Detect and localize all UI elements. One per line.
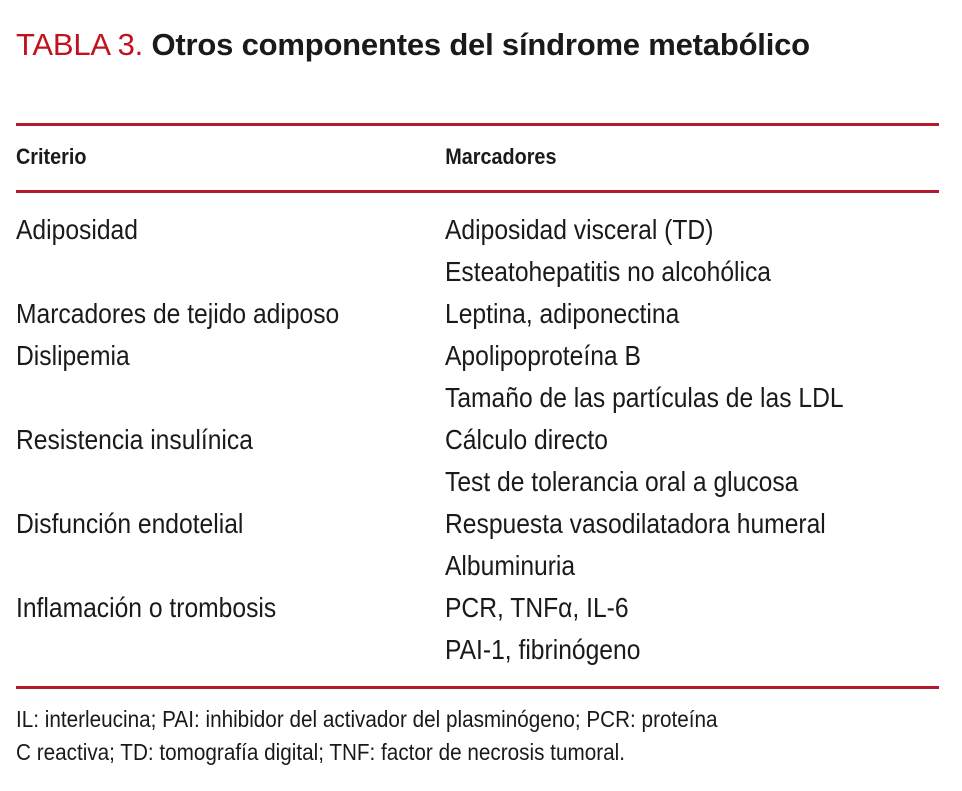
table-row	[16, 503, 939, 587]
cell-criterio: Dislipemia	[16, 340, 130, 371]
marcador-item: Tamaño de las partículas de las LDL	[445, 382, 844, 413]
marcador-item: PAI-1, fibrinógeno	[445, 634, 641, 665]
marcador-item: Cálculo directo	[445, 424, 608, 455]
header-rule	[16, 190, 939, 193]
table-body	[16, 209, 939, 671]
table-footnote	[16, 703, 943, 769]
top-rule	[16, 123, 939, 126]
marcador-item: Apolipoproteína B	[445, 340, 641, 371]
cell-marcadores	[445, 335, 844, 419]
table-row	[16, 335, 939, 419]
marcador-item: Adiposidad visceral (TD)	[445, 214, 714, 245]
cell-criterio: Inflamación o trombosis	[16, 592, 277, 623]
footnote-line: IL: interleucina; PAI: inhibidor del activador del plasminógeno; PCR: proteína	[16, 706, 718, 732]
cell-marcadores	[445, 209, 771, 293]
table-title-text: Otros componentes del síndrome metabólico	[151, 27, 810, 62]
marcador-item: Leptina, adiponectina	[445, 298, 680, 329]
cell-marcadores	[445, 587, 640, 671]
table-document	[16, 0, 941, 791]
cell-criterio: Disfunción endotelial	[16, 508, 244, 539]
cell-marcadores	[445, 293, 679, 335]
cell-marcadores	[445, 419, 798, 503]
table-row	[16, 209, 939, 293]
cell-criterio: Marcadores de tejido adiposo	[16, 298, 340, 329]
marcador-item: Respuesta vasodilatadora humeral	[445, 508, 826, 539]
table-row	[16, 419, 939, 503]
footnote-line: C reactiva; TD: tomografía digital; TNF: factor de necrosis tumoral.	[16, 739, 625, 765]
table-title	[16, 22, 876, 67]
marcador-item: Albuminuria	[445, 550, 576, 581]
table-row	[16, 293, 939, 335]
cell-criterio: Resistencia insulínica	[16, 424, 253, 455]
table-row	[16, 587, 939, 671]
table-label: TABLA 3.	[16, 27, 144, 62]
marcador-item: Esteatohepatitis no alcohólica	[445, 256, 772, 287]
header-marcadores: Marcadores	[445, 144, 557, 169]
cell-criterio: Adiposidad	[16, 214, 138, 245]
cell-marcadores	[445, 503, 826, 587]
marcador-item: Test de tolerancia oral a glucosa	[445, 466, 799, 497]
header-criterio: Criterio	[16, 144, 87, 169]
bottom-rule	[16, 686, 939, 689]
marcador-item: PCR, TNFα, IL-6	[445, 592, 629, 623]
